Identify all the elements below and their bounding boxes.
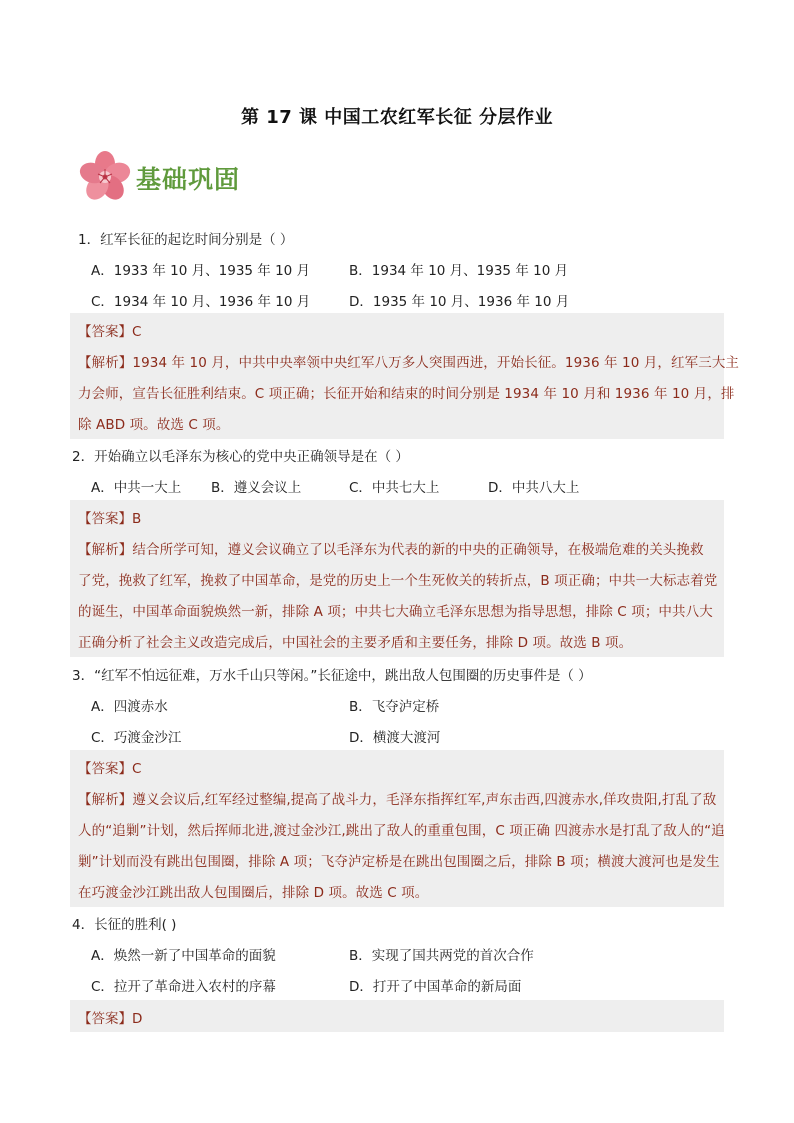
q3-explanation-line: 人的“追剿”计划，然后挥师北进,渡过金沙江,跳出了敌人的重重包围，C 项正确 四渡赤水是打乱了敌人的“追 — [78, 823, 725, 839]
q4-answer: 【答案】D — [78, 1011, 143, 1027]
q2-answer: 【答案】B — [78, 511, 142, 527]
q4-option-b: B．实现了国共两党的首次合作 — [349, 948, 534, 964]
q2-explanation-line: 【解析】结合所学可知，遵义会议确立了以毛泽东为代表的新的中央的正确领导，在极端危难的关头挽救 — [78, 542, 704, 558]
question-1-stem: 1．红军长征的起讫时间分别是（ ） — [78, 232, 294, 248]
section-header — [76, 150, 240, 206]
q2-option-a: A．中共一大上 — [91, 480, 182, 496]
q2-explanation-line: 了党，挽救了红军，挽救了中国革命，是党的历史上一个生死攸关的转折点，B 项正确；中共一大标志着党 — [78, 573, 718, 589]
q3-option-d: D．横渡大渡河 — [349, 730, 441, 746]
q3-option-a: A．四渡赤水 — [91, 699, 168, 715]
q1-option-b: B．1934 年 10 月、1935 年 10 月 — [349, 263, 569, 279]
q3-answer: 【答案】C — [78, 761, 142, 777]
q1-explanation-line: 力会师，宣告长征胜利结束。C 项正确；长征开始和结束的时间分别是 1934 年 10 月和 1936 年 10 月，排 — [78, 386, 735, 402]
q4-option-d: D．打开了中国革命的新局面 — [349, 979, 522, 995]
q3-explanation-line: 剿”计划而没有跳出包围圈，排除 A 项；飞夺泸定桥是在跳出包围圈之后，排除 B 项；横渡大渡河也是发生 — [78, 854, 720, 870]
q1-explanation-line: 除 ABD 项。故选 C 项。 — [78, 417, 230, 433]
q1-explanation-line: 【解析】1934 年 10 月，中共中央率领中央红军八万多人突围西进，开始长征。1936 年 10 月，红军三大主 — [78, 355, 740, 371]
q3-answer-box — [70, 750, 724, 907]
q1-option-a: A．1933 年 10 月、1935 年 10 月 — [91, 263, 311, 279]
question-3-stem: 3．“红军不怕远征难，万水千山只等闲。”长征途中，跳出敌人包围圈的历史事件是（ ） — [72, 668, 592, 684]
q1-answer: 【答案】C — [78, 324, 142, 340]
q1-answer-box — [70, 313, 740, 439]
q3-explanation-line: 【解析】遵义会议后,红军经过整编,提高了战斗力，毛泽东指挥红军,声东击西,四渡赤水,佯攻贵阳,打乱了敌 — [78, 792, 717, 808]
q4-answer-box — [70, 1000, 724, 1032]
section-title: 基础巩固 — [136, 165, 241, 194]
q4-option-a: A．焕然一新了中国革命的面貌 — [91, 948, 276, 964]
q2-option-b: B．遵义会议上 — [211, 480, 302, 496]
q4-option-c: C．拉开了革命进入农村的序幕 — [91, 979, 276, 995]
page-title: 第 17 课 中国工农红军长征 分层作业 — [240, 107, 554, 128]
q2-answer-box — [70, 500, 724, 657]
q3-option-b: B．飞夺泸定桥 — [349, 699, 440, 715]
flower-icon — [76, 150, 134, 206]
q2-explanation-line: 正确分析了社会主义改造完成后，中国社会的主要矛盾和主要任务，排除 D 项。故选 B 项。 — [78, 635, 633, 651]
question-4-stem: 4．长征的胜利( ) — [72, 917, 177, 933]
q3-explanation-line: 在巧渡金沙江跳出敌人包围圈后，排除 D 项。故选 C 项。 — [78, 885, 429, 901]
q1-option-c: C．1934 年 10 月、1936 年 10 月 — [91, 294, 311, 310]
q2-option-d: D．中共八大上 — [488, 480, 580, 496]
q3-option-c: C．巧渡金沙江 — [91, 730, 182, 746]
q2-option-c: C．中共七大上 — [349, 480, 440, 496]
question-2-stem: 2．开始确立以毛泽东为核心的党中央正确领导是在（ ） — [72, 449, 409, 465]
q1-option-d: D．1935 年 10 月、1936 年 10 月 — [349, 294, 570, 310]
q2-explanation-line: 的诞生，中国革命面貌焕然一新，排除 A 项；中共七大确立毛泽东思想为指导思想，排除 C 项；中共八大 — [78, 604, 713, 620]
